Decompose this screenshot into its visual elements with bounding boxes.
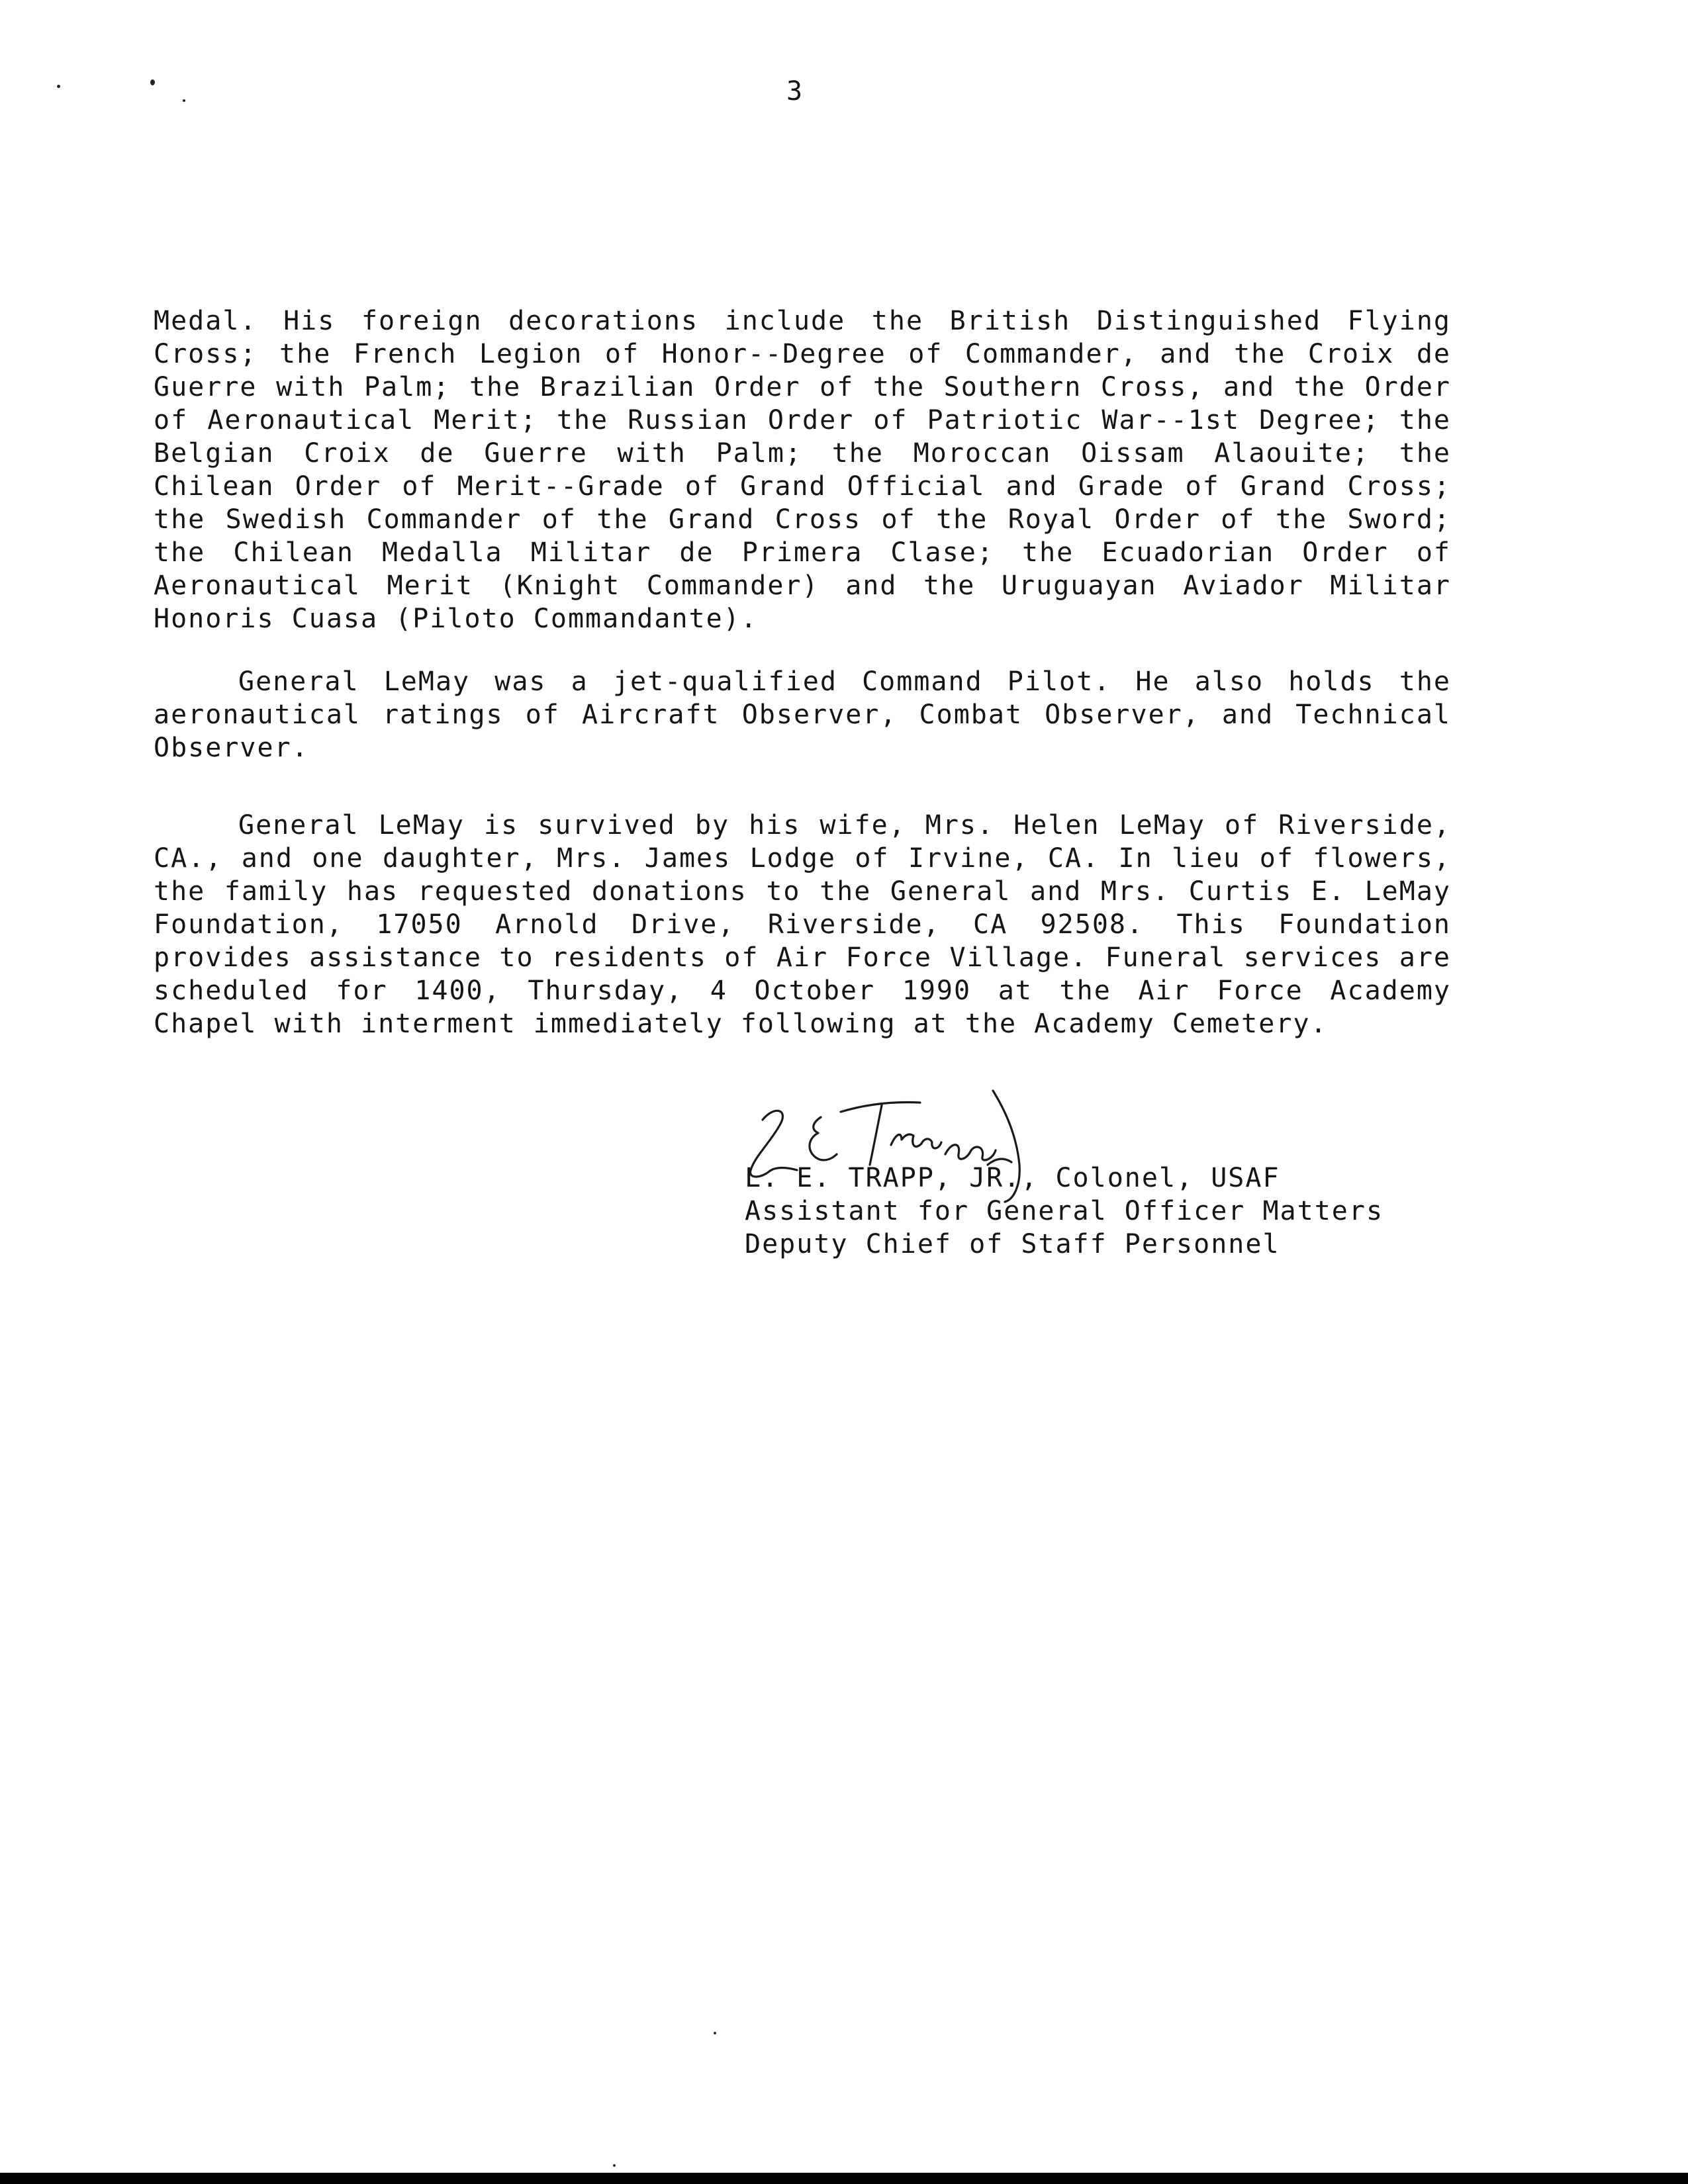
scan-speck: [714, 2032, 716, 2034]
scan-speck: [57, 85, 60, 88]
signature-block: [745, 1161, 1383, 1261]
paragraph-decorations: Medal. His foreign decorations include the British Distinguished Flying Cross; the French Legion of Honor--Degree of Commander, and the Croix de Guerre with Palm; the Brazilian Order of the Southern Cross, and the Order of Aeronautical Merit; the Russian Order of Patriotic War--1st Degree; the Belgian Croix de Guerre with Palm; the Moroccan Oissam Alaouite; the Chilean Order of Merit--Grade of Grand Official and Grade of Grand Cross; the Swedish Commander of the Grand Cross of the Royal Order of the Sword; the Chilean Medalla Militar de Primera Clase; the Ecuadorian Order of Aeronautical Merit (Knight Commander) and the Uruguayan Aviador Militar Honoris Cuasa (Piloto Commandante).: [154, 306, 1451, 634]
scan-speck: [150, 79, 155, 85]
page-number: 3: [786, 76, 803, 107]
scan-speck: [613, 2164, 616, 2167]
signer-office: Deputy Chief of Staff Personnel: [745, 1229, 1280, 1259]
scan-speck: [183, 99, 185, 102]
paragraph-ratings: General LeMay was a jet-qualified Command Pilot. He also holds the aeronautical ratings of Aircraft Observer, Combat Observer, and Technical Observer.: [154, 666, 1451, 763]
signer-name: L. E. TRAPP, JR., Colonel, USAF: [745, 1163, 1280, 1193]
paragraph-survivors: General LeMay is survived by his wife, Mrs. Helen LeMay of Riverside, CA., and one daughter, Mrs. James Lodge of Irvine, CA. In lieu of flowers, the family has requested donations to the General and Mrs. Curtis E. LeMay Foundation, 17050 Arnold Drive, Riverside, CA 92508. This Foundation provides assistance to residents of Air Force Village. Funeral services are scheduled for 1400, Thursday, 4 October 1990 at the Air Force Academy Chapel with interment immediately following at the Academy Cemetery.: [154, 810, 1451, 1039]
signer-title: Assistant for General Officer Matters: [745, 1196, 1384, 1226]
scan-bottom-edge: [0, 2173, 1688, 2184]
